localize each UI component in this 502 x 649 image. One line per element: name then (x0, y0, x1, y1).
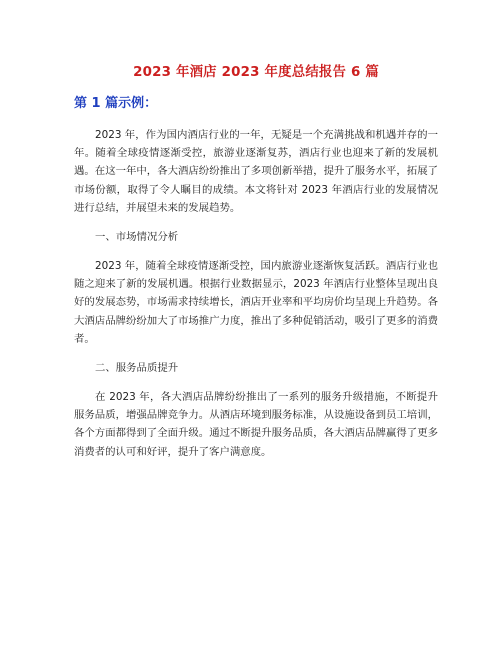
intro-paragraph: 2023 年，作为国内酒店行业的一年，无疑是一个充满挑战和机遇并存的一年。随着全球疫情逐渐受控，旅游业逐渐复苏，酒店行业也迎来了新的发展机遇。在这一年中，各大酒店纷纷推出了多项创新举措，提升了服务水平，拓展了市场份额，取得了令人瞩目的成绩。本文将针对 2023 年酒店行业的发展情况进行总结，并展望未来的发展趋势。 (74, 129, 438, 214)
example-heading: 第 1 篇示例： (74, 96, 158, 111)
document-title: 2023 年酒店 2023 年度总结报告 6 篇 (133, 65, 379, 80)
section-heading-market: 一、市场情况分析 (95, 231, 179, 244)
section-body-market: 2023 年，随着全球疫情逐渐受控，国内旅游业逐渐恢复活跃。酒店行业也随之迎来了新的发展机遇。根据行业数据显示，2023 年酒店行业整体呈现出良好的发展态势，市场需求持续增长，酒店开业率和平均房价均呈现上升趋势。各大酒店品牌纷纷加大了市场推广力度，推出了多种促销活动，吸引了更多的消费者。 (74, 260, 438, 345)
section-body-service: 在 2023 年，各大酒店品牌纷纷推出了一系列的服务升级措施，不断提升服务品质，增强品牌竞争力。从酒店环境到服务标准，从设施设备到员工培训，各个方面都得到了全面升级。通过不断提升服务品质，各大酒店品牌赢得了更多消费者的认可和好评，提升了客户满意度。 (74, 391, 438, 458)
section-heading-service: 二、服务品质提升 (95, 362, 179, 375)
